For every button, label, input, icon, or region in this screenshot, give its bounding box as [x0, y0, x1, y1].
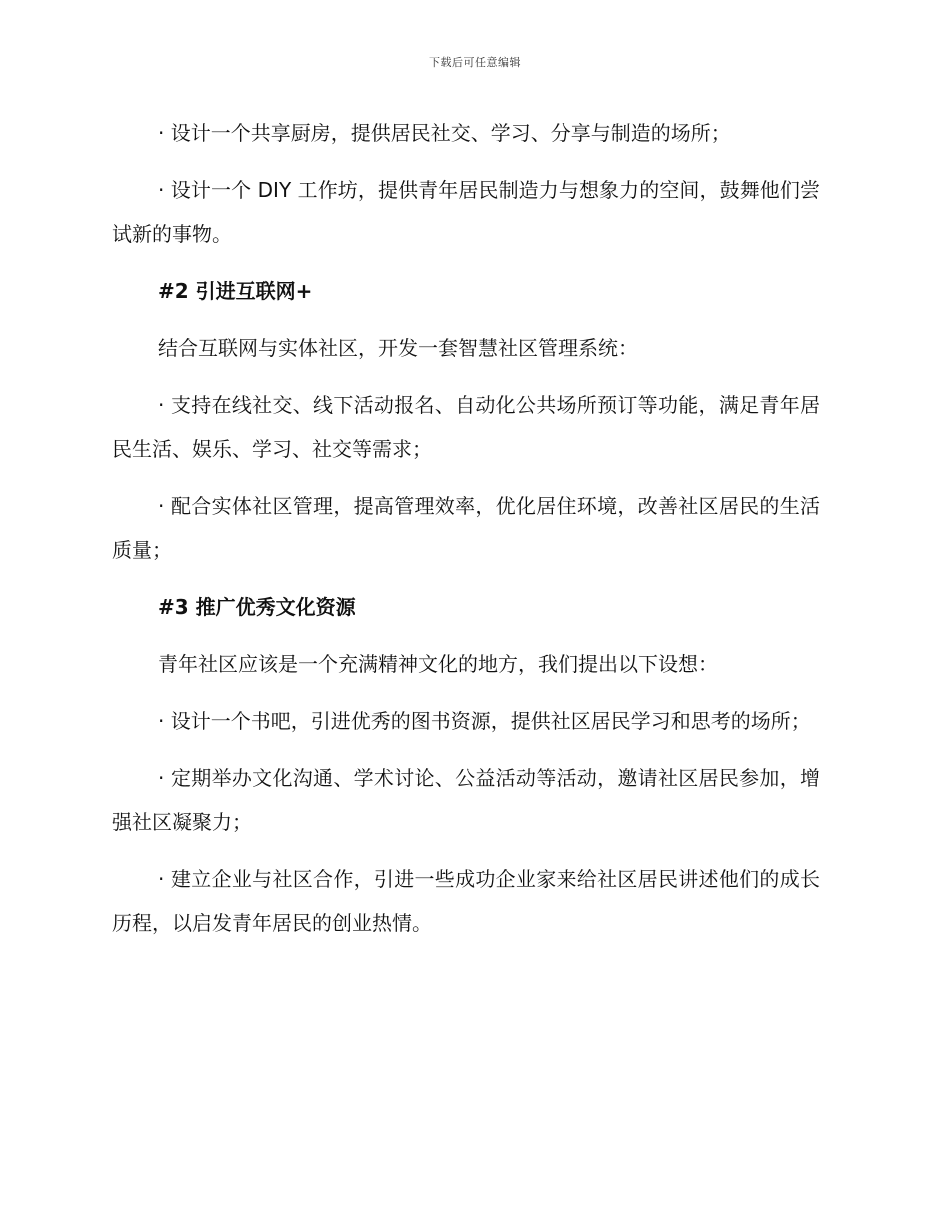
bullet-management: · 配合实体社区管理，提高管理效率，优化居住环境，改善社区居民的生活质量； [112, 494, 820, 562]
section-heading-culture: #3 推广优秀文化资源 [158, 595, 356, 619]
intro-smart-community: 结合互联网与实体社区，开发一套智慧社区管理系统： [158, 336, 638, 360]
bullet-enterprise-cooperation: · 建立企业与社区合作，引进一些成功企业家来给社区居民讲述他们的成长历程，以启发青年居民的创业热情。 [112, 867, 820, 935]
intro-culture: 青年社区应该是一个充满精神文化的地方，我们提出以下设想： [158, 652, 718, 676]
section-heading-internet: #2 引进互联网+ [158, 279, 313, 303]
bullet-diy-workshop: · 设计一个 DIY 工作坊，提供青年居民制造力与想象力的空间，鼓舞他们尝试新的事物。 [112, 178, 820, 246]
bullet-book-bar: · 设计一个书吧，引进优秀的图书资源，提供社区居民学习和思考的场所； [158, 709, 811, 733]
header-note: 下载后可任意编辑 [429, 56, 521, 69]
bullet-online-features: · 支持在线社交、线下活动报名、自动化公共场所预订等功能，满足青年居民生活、娱乐、学习、社交等需求； [112, 393, 820, 461]
document-body [112, 111, 820, 958]
bullet-cultural-events: · 定期举办文化沟通、学术讨论、公益活动等活动，邀请社区居民参加，增强社区凝聚力； [112, 766, 820, 834]
bullet-shared-kitchen: · 设计一个共享厨房，提供居民社交、学习、分享与制造的场所； [158, 121, 731, 145]
